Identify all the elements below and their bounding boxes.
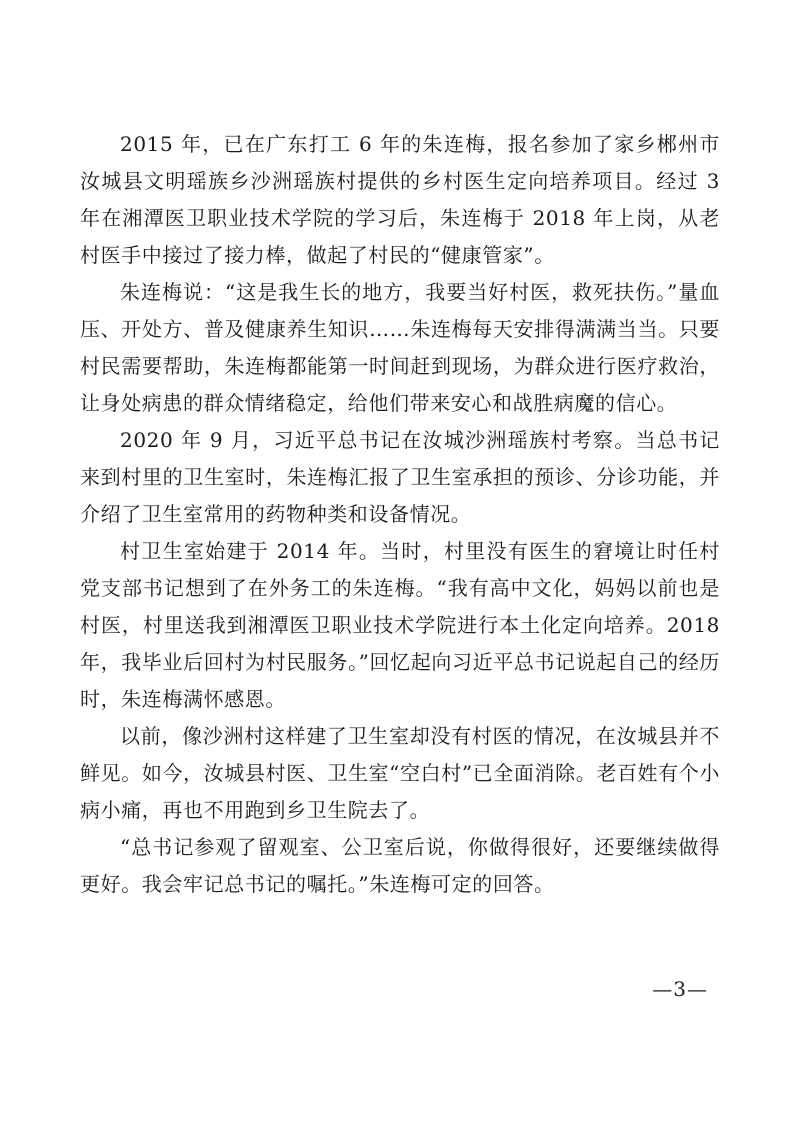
paragraph-5: 以前，像沙洲村这样建了卫生室却没有村医的情况，在汝城县并不鲜见。如今，汝城县村医、卫生室“空白村”已全面消除。老百姓有个小病小痛，再也不用跑到乡卫生院去了。 — [80, 724, 720, 822]
paragraph-6: “总书记参观了留观室、公卫室后说，你做得很好，还要继续做得更好。我会牢记总书记的嘱托。”朱连梅可定的回答。 — [80, 835, 720, 896]
document-body — [80, 126, 727, 903]
paragraph-3: 2020 年 9 月，习近平总书记在汝城沙洲瑶族村考察。当总书记来到村里的卫生室时，朱连梅汇报了卫生室承担的预诊、分诊功能，并介绍了卫生室常用的药物种类和设备情况。 — [80, 428, 720, 526]
paragraph-4: 村卫生室始建于 2014 年。当时，村里没有医生的窘境让时任村党支部书记想到了在外务工的朱连梅。“我有高中文化，妈妈以前也是村医，村里送我到湘潭医卫职业技术学院进行本土化定向培养。2018 年，我毕业后回村为村民服务。”回忆起向习近平总书记说起自己的经历时，朱连梅满怀感恩。 — [80, 539, 727, 711]
paragraph-1: 2015 年，已在广东打工 6 年的朱连梅，报名参加了家乡郴州市汝城县文明瑶族乡沙洲瑶族村提供的乡村医生定向培养项目。经过 3 年在湘潭医卫职业技术学院的学习后，朱连梅于 2018 年上岗，从老村医手中接过了接力棒，做起了村民的“健康管家”。 — [80, 132, 727, 267]
page-number: —3— — [652, 977, 708, 1001]
paragraph-2: 朱连梅说：“这是我生长的地方，我要当好村医，救死扶伤。”量血压、开处方、普及健康养生知识……朱连梅每天安排得满满当当。只要村民需要帮助，朱连梅都能第一时间赶到现场，为群众进行医疗救治，让身处病患的群众情绪稳定，给他们带来安心和战胜病魔的信心。 — [80, 280, 720, 415]
